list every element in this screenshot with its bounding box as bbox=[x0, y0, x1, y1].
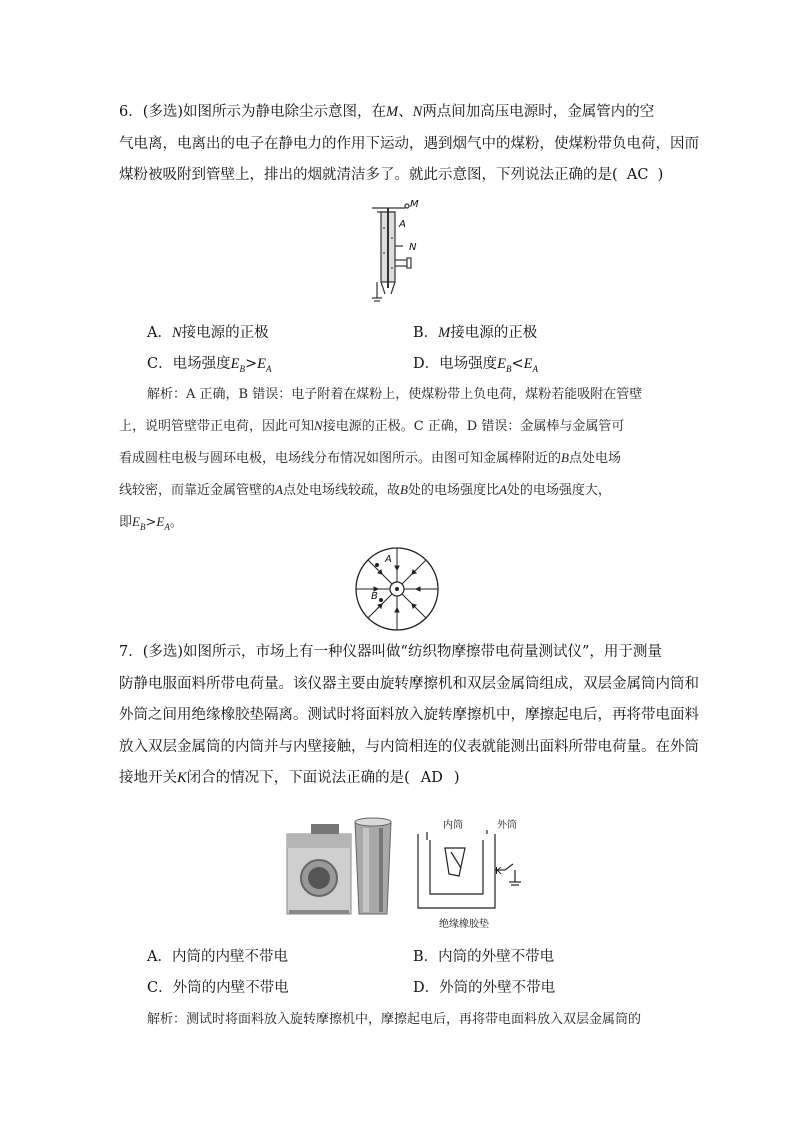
q7-explanation: 解析：测试时将面料放入旋转摩擦机中，摩擦起电后，再将带电面料放入双层金属筒的 bbox=[147, 1012, 642, 1027]
q6-line-3: 煤粉被吸附到管壁上，排出的烟就清洁多了。就此示意图，下列说法正确的是( AC ) bbox=[119, 160, 675, 192]
label-insulation-pad: 绝缘橡胶垫 bbox=[439, 919, 489, 930]
q7-option-d[interactable]: D．外筒的外壁不带电 bbox=[413, 980, 556, 996]
q6-answer: AC bbox=[626, 167, 649, 183]
q6-line-2: 气电离，电离出的电子在静电力的作用下运动，遇到烟气中的煤粉，使煤粉带负电荷，因而 bbox=[119, 135, 699, 152]
q6-option-c[interactable]: C．电场强度$E_B>E_A$ bbox=[147, 356, 272, 374]
q7-option-b[interactable]: B．内筒的外壁不带电 bbox=[413, 949, 555, 965]
q6-option-d[interactable]: D．电场强度$E_B<E_A$ bbox=[413, 356, 539, 374]
circle-label-b: B bbox=[371, 591, 378, 602]
q6-option-a[interactable]: A．N接电源的正极 bbox=[147, 325, 269, 341]
q7-line-4: 放入双层金属筒的内筒并与内壁接触，与内筒相连的仪表就能测出面料所带电荷量。在外筒 bbox=[119, 738, 699, 755]
q6-explanation: 解析：A 正确，B 错误：电子附着在煤粉上，使煤粉带上负电荷，煤粉若能吸附在管壁 上，说明管壁带正电荷，因此可知N接电源的正极。C 正确，D 错误：金属棒与金属管可 看成圆柱电极与圆环电极，电场线分布情况如图所示。由图可知金属棒附近的B点处电场 线较密，而靠近金属管壁的A点处电场线较疏，故B处的电场强度比A处的电场强度大， 即$E_B>E_A$。 bbox=[119, 387, 643, 532]
label-switch-k: K bbox=[495, 866, 502, 877]
fig-label-m: M bbox=[410, 199, 419, 210]
q7-option-c[interactable]: C．外筒的内壁不带电 bbox=[147, 980, 289, 996]
q7-line-5: 接地开关K闭合的情况下，下面说法正确的是( AD ) bbox=[119, 763, 675, 795]
question-7-stem bbox=[119, 637, 699, 795]
q7-option-a[interactable]: A．内筒的内壁不带电 bbox=[147, 949, 288, 965]
field-lines-figure bbox=[354, 546, 440, 632]
q6-line-1: 6．(多选)如图所示为静电除尘示意图，在M、N两点间加高压电源时，金属管内的空 bbox=[119, 104, 655, 120]
question-6-stem bbox=[119, 97, 699, 192]
fig-label-n: N bbox=[409, 242, 417, 253]
precipitator-figure bbox=[367, 198, 427, 306]
label-outer-cylinder: 外筒 bbox=[497, 820, 517, 831]
q7-answer: AD bbox=[420, 770, 443, 786]
q7-line-3: 外筒之间用绝缘橡胶垫隔离。测试时将面料放入旋转摩擦机中，摩擦起电后，再将带电面料 bbox=[119, 707, 699, 723]
cylinder-schematic bbox=[415, 828, 525, 910]
tester-photo bbox=[283, 814, 407, 918]
label-inner-cylinder: 内筒 bbox=[443, 820, 463, 831]
q7-line-2: 防静电服面料所带电荷量。该仪器主要由旋转摩擦机和双层金属筒组成，双层金属筒内筒和 bbox=[119, 675, 699, 692]
fig-label-a: A bbox=[399, 219, 406, 230]
q7-line-1: 7．(多选)如图所示，市场上有一种仪器叫做“纺织物摩擦带电荷量测试仪”，用于测量 bbox=[119, 644, 662, 660]
circle-label-a: A bbox=[385, 554, 392, 565]
q6-option-b[interactable]: B．M接电源的正极 bbox=[413, 325, 538, 341]
